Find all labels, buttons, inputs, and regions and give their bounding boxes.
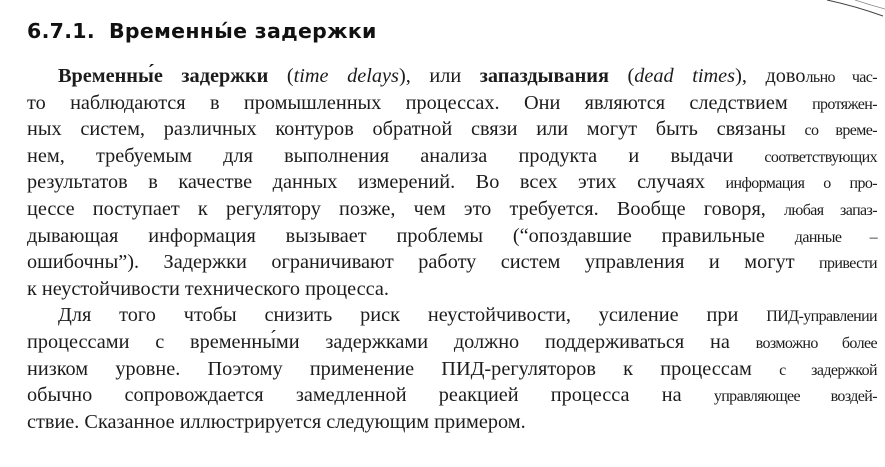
text-fragment: ПИД-управлении [766, 308, 877, 326]
text-line [27, 169, 877, 196]
text-fragment: ствие. Сказанное иллюстрируется следующим примером. [27, 410, 526, 433]
text-line [27, 90, 877, 117]
text-fragment: ных систем, различных контуров обратной связи или могут быть связаны [27, 118, 805, 141]
text-line [27, 223, 877, 250]
text-fragment: ошибочны”). Задержки ограничивают работу систем управления и могут [27, 251, 820, 274]
text-fragment: ( [268, 65, 294, 87]
text-fragment: со време- [804, 122, 878, 140]
term-time-delays-en: time delays [293, 65, 399, 87]
text-fragment: управляющее воздей- [713, 388, 877, 406]
text-fragment: любая запаз- [784, 201, 877, 219]
text-fragment: возможно более [755, 334, 877, 352]
text-fragment: процессами с временны́ми задержками должно поддерживаться на [27, 330, 756, 353]
text-line [27, 276, 877, 303]
page-corner-curl [825, 0, 885, 20]
paragraph-2 [27, 302, 877, 435]
section-heading [27, 19, 377, 43]
text-line [27, 302, 877, 329]
text-line [27, 382, 877, 409]
text-fragment: соответствующих [764, 148, 877, 166]
term-time-delays: Временны́е задержки [58, 65, 269, 87]
text-line [27, 143, 877, 170]
body-text [27, 63, 877, 435]
section-number: 6.7.1. [27, 19, 95, 43]
text-line [27, 356, 877, 383]
term-dead-times: запаздывания [479, 65, 609, 87]
text-fragment: льно час- [805, 69, 878, 86]
text-fragment: цессе поступает к регулятору позже, чем это требуется. Вообще говоря, [27, 197, 785, 220]
text-line [27, 196, 877, 223]
text-fragment: результатов в качестве данных измерений. Во всех этих случаях [27, 171, 726, 194]
text-fragment: дывающая информация вызывает проблемы (“опоздавшие правильные [27, 224, 795, 247]
text-fragment: привести [819, 255, 877, 273]
text-line [27, 329, 877, 356]
text-fragment: то наблюдаются в промышленных процессах. Они являются следствием [27, 91, 813, 114]
text-fragment: данные – [794, 228, 877, 246]
text-fragment: нем, требуемым для выполнения анализа продукта и выдачи [27, 144, 765, 167]
term-dead-times-en: dead times [634, 65, 736, 87]
text-fragment: ), или [398, 65, 480, 87]
text-fragment: информация о про- [725, 175, 877, 193]
text-fragment: Для того чтобы снизить риск неустойчивости, усиление при [58, 304, 767, 327]
text-fragment: обычно сопровождается замедленной реакцией процесса на [27, 384, 714, 407]
text-fragment: протяжен- [812, 95, 877, 113]
text-fragment: с задержкой [779, 361, 877, 379]
section-title: Временны́е задержки [108, 19, 377, 43]
text-line [27, 116, 877, 143]
text-fragment: к неустойчивости технического процесса. [27, 277, 389, 300]
text-line [27, 249, 877, 276]
text-line [27, 63, 877, 90]
paragraph-1 [27, 63, 877, 302]
text-fragment: ( [608, 65, 635, 87]
text-fragment: низком уровне. Поэтому применение ПИД-регуляторов к процессам [27, 357, 780, 380]
text-fragment: ), дово [735, 65, 806, 87]
text-line [27, 409, 877, 436]
